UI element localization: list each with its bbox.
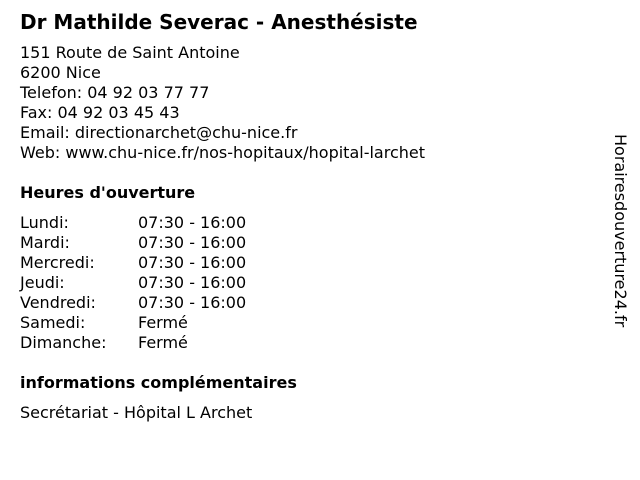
time-value: 07:30 - 16:00 bbox=[138, 213, 247, 232]
phone-number: Telefon: 04 92 03 77 77 bbox=[20, 83, 210, 102]
time-value: Fermé bbox=[138, 333, 188, 352]
time-value: 07:30 - 16:00 bbox=[138, 293, 247, 312]
hours-row-monday bbox=[20, 213, 246, 233]
address-street: 151 Route de Saint Antoine bbox=[20, 43, 240, 62]
day-label: Lundi: bbox=[20, 213, 69, 232]
opening-hours-table bbox=[20, 213, 246, 353]
additional-info-text: Secrétariat - Hôpital L Archet bbox=[20, 403, 253, 422]
hours-row-tuesday bbox=[20, 233, 246, 253]
website-url: Web: www.chu-nice.fr/nos-hopitaux/hopital-larchet bbox=[20, 143, 426, 162]
page-title: Dr Mathilde Severac - Anesthésiste bbox=[20, 10, 418, 34]
day-label: Vendredi: bbox=[20, 293, 96, 312]
day-label: Dimanche: bbox=[20, 333, 107, 352]
hours-row-saturday bbox=[20, 313, 246, 333]
day-label: Samedi: bbox=[20, 313, 86, 332]
opening-hours-heading: Heures d'ouverture bbox=[20, 183, 196, 202]
day-label: Mercredi: bbox=[20, 253, 95, 272]
fax-number: Fax: 04 92 03 45 43 bbox=[20, 103, 180, 122]
time-value: 07:30 - 16:00 bbox=[138, 253, 247, 272]
hours-row-thursday bbox=[20, 273, 246, 293]
contact-block bbox=[20, 43, 425, 163]
email-address: Email: directionarchet@chu-nice.fr bbox=[20, 123, 298, 142]
hours-row-wednesday bbox=[20, 253, 246, 273]
time-value: 07:30 - 16:00 bbox=[138, 233, 247, 252]
hours-row-friday bbox=[20, 293, 246, 313]
address-city: 6200 Nice bbox=[20, 63, 101, 82]
site-watermark: Horairesdouverture24.fr bbox=[611, 134, 630, 328]
time-value: Fermé bbox=[138, 313, 188, 332]
additional-info-heading: informations complémentaires bbox=[20, 373, 297, 392]
day-label: Jeudi: bbox=[20, 273, 65, 292]
time-value: 07:30 - 16:00 bbox=[138, 273, 247, 292]
day-label: Mardi: bbox=[20, 233, 70, 252]
hours-row-sunday bbox=[20, 333, 246, 353]
